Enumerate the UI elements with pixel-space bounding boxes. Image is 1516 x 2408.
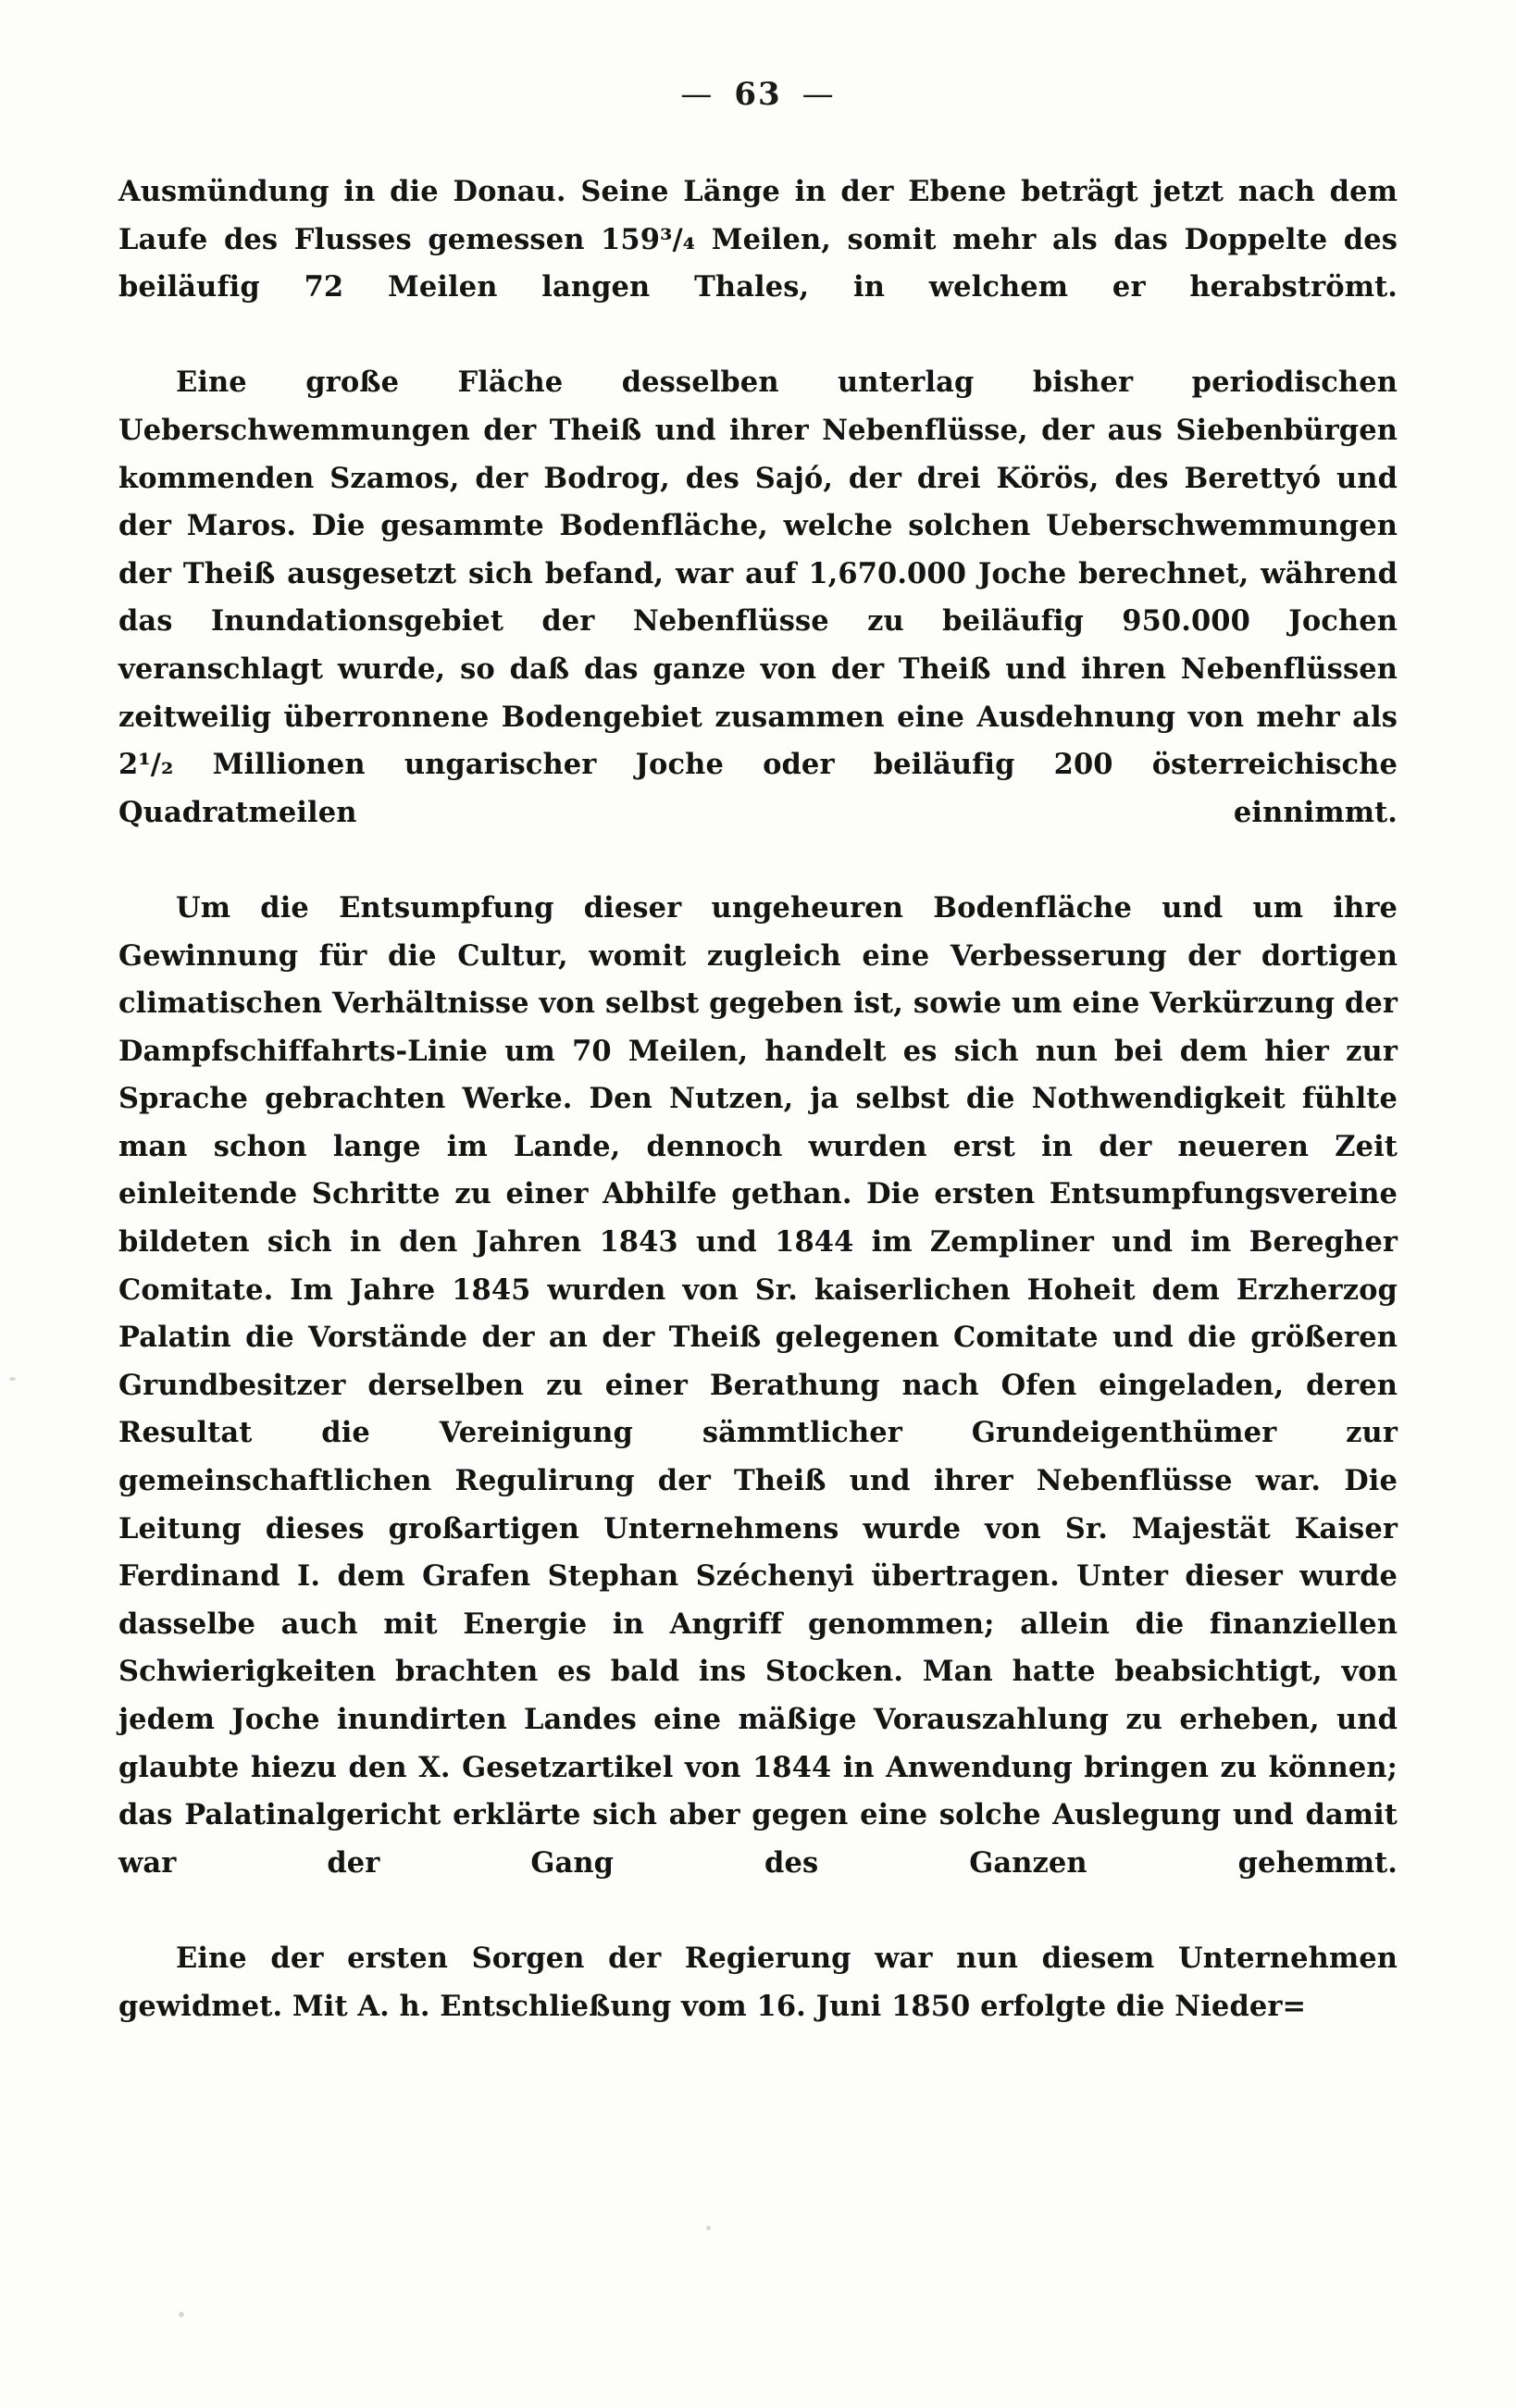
paragraph-3: Um die Entsumpfung dieser ungeheuren Bodenfläche und um ihre Gewinnung für die Cultur, womit zugleich eine Verbesserung der dortigen climatischen Verhältnisse von selbst gegeben ist, sowie um eine Verkürzung der Dampfschiffahrts-Linie um 70 Meilen, handelt es sich nun bei dem hier zur Sprache gebrachten Werke. Den Nutzen, ja selbst die Nothwendigkeit fühlte man schon lange im Lande, dennoch wurden erst in der neueren Zeit einleitende Schritte zu einer Abhilfe gethan. Die ersten Entsumpfungsvereine bildeten sich in den Jahren 1843 und 1844 im Zempliner und im Beregher Comitate. Im Jahre 1845 wurden von Sr. kaiserlichen Hoheit dem Erzherzog Palatin die Vorstände der an der Theiß gelegenen Comitate und die größeren Grundbesitzer derselben zu einer Berathung nach Ofen eingeladen, deren Resultat die Vereinigung sämmtlicher Grundeigenthümer zur gemeinschaftlichen Regulirung der Theiß und ihrer Nebenflüsse war. Die Leitung dieses großartigen Unternehmens wurde von Sr. Majestät Kaiser Ferdinand I. dem Grafen Stephan Széchenyi übertragen. Unter dieser wurde dasselbe auch mit Energie in Angriff genommen; allein die finanziellen Schwierigkeiten brachten es bald ins Stocken. Man hatte beabsichtigt, von jedem Joche inundirten Landes eine mäßige Vorauszahlung zu erheben, und glaubte hiezu den X. Gesetzartikel von 1844 in Anwendung bringen zu können; das Palatinalgericht erklärte sich aber gegen eine solche Auslegung und damit war der Gang des Ganzen gehemmt. bbox=[118, 890, 1398, 1880]
page-header bbox=[0, 76, 1516, 113]
page-speck bbox=[706, 2226, 711, 2230]
page-speck bbox=[179, 2312, 184, 2317]
header-dash-right: — bbox=[801, 76, 836, 113]
page-speck bbox=[9, 1377, 16, 1381]
body-text bbox=[118, 168, 1398, 2030]
paragraph-4: Eine der ersten Sorgen der Regierung war nun diesem Unternehmen gewidmet. Mit A. h. Entschließung vom 16. Juni 1850 erfolgte die Nieder= bbox=[118, 1941, 1398, 2023]
paragraph-2: Eine große Fläche desselben unterlag bisher periodischen Ueberschwemmungen der Theiß und ihrer Nebenflüsse, der aus Siebenbürgen kommenden Szamos, der Bodrog, des Sajó, der drei Körös, des Berettyó und der Maros. Die gesammte Bodenfläche, welche solchen Ueberschwemmungen der Theiß ausgesetzt sich befand, war auf 1,670.000 Joche berechnet, während das Inundationsgebiet der Nebenflüsse zu beiläufig 950.000 Jochen veranschlagt wurde, so daß das ganze von der Theiß und ihren Nebenflüssen zeitweilig überronnene Bodengebiet zusammen eine Ausdehnung von mehr als 2¹/₂ Millionen ungarischer Joche oder beiläufig 200 österreichische Quadratmeilen einnimmt. bbox=[118, 366, 1398, 829]
page-number: 63 bbox=[734, 76, 782, 113]
paragraph-1: Ausmündung in die Donau. Seine Länge in der Ebene beträgt jetzt nach dem Laufe des Flusses gemessen 159³/₄ Meilen, somit mehr als das Doppelte des beiläufig 72 Meilen langen Thales, in welchem er herabströmt. bbox=[118, 175, 1398, 304]
header-dash-left: — bbox=[680, 76, 715, 113]
